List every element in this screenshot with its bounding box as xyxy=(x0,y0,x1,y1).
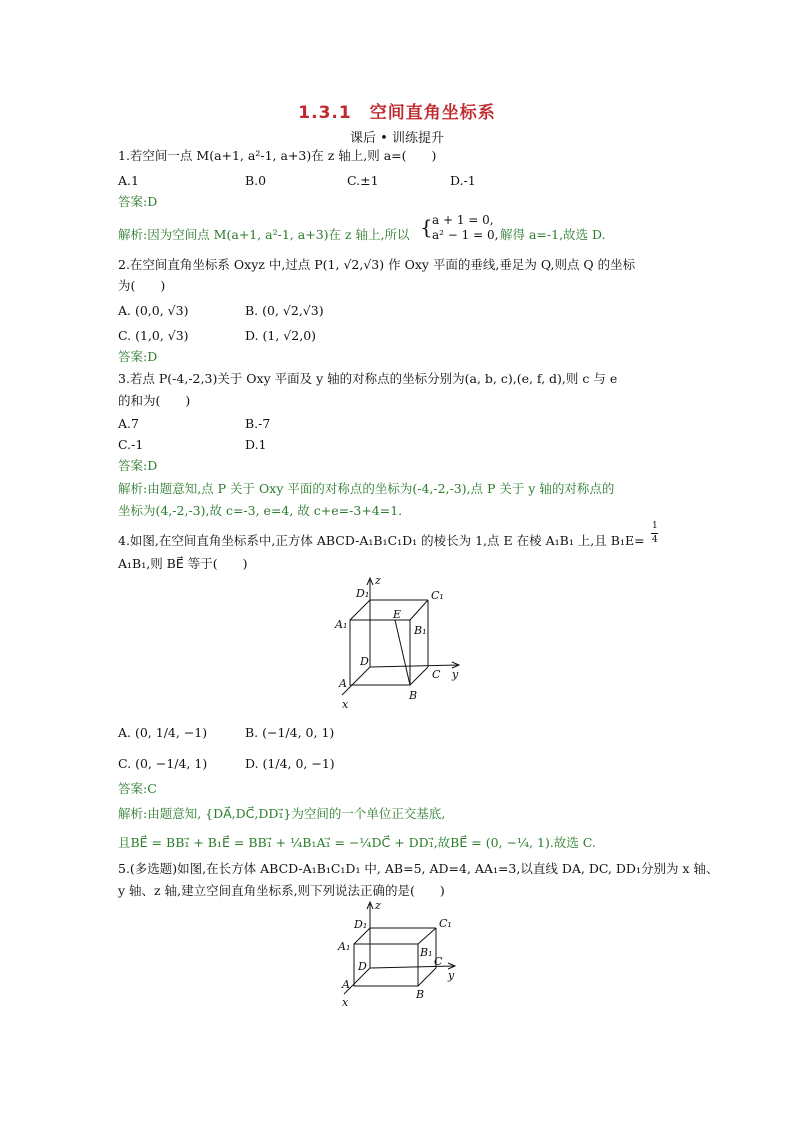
q1-stem: 1.若空间一点 M(a+1, a²-1, a+3)在 z 轴上,则 a=( ) xyxy=(118,148,437,163)
q4-label-b: B xyxy=(409,689,418,702)
q4-label-b1: B₁ xyxy=(414,624,427,637)
q4-label-a1: A₁ xyxy=(335,618,348,631)
q4-frac-num: 1 xyxy=(652,521,658,531)
q4-stem-line2: A₁B₁,则 BE⃗ 等于( ) xyxy=(118,556,248,571)
q4-label-y: y xyxy=(452,668,459,681)
q4-option-d: D. (1/4, 0, −1) xyxy=(245,756,335,771)
q1-answer: 答案:D xyxy=(118,194,158,209)
q3-explain-line1: 解析:由题意知,点 P 关于 Oxy 平面的对称点的坐标为(-4,-2,-3),点 P 关于 y 轴的对称点的 xyxy=(118,481,615,496)
q3-explain-line2: 坐标为(4,-2,-3),故 c=-3, e=4, 故 c+e=-3+4=1. xyxy=(118,503,403,518)
q2-option-a: A. (0,0, √3) xyxy=(118,303,189,318)
q5-stem-line2: y 轴、z 轴,建立空间直角坐标系,则下列说法正确的是( ) xyxy=(118,883,445,898)
q4-option-b: B. (−1/4, 0, 1) xyxy=(245,725,335,740)
q5-label-y: y xyxy=(448,969,455,982)
q1-explain-b: 解得 a=-1,故选 D. xyxy=(500,227,606,242)
q3-option-a: A.7 xyxy=(118,416,139,431)
q4-edge-cb xyxy=(410,667,428,685)
q2-stem-line2: 为( ) xyxy=(118,278,166,293)
q4-answer: 答案:C xyxy=(118,781,157,796)
q3-stem-line1: 3.若点 P(-4,-2,3)关于 Oxy 平面及 y 轴的对称点的坐标分别为(a, b, c),(e, f, d),则 c 与 e xyxy=(118,371,618,386)
page-title: 1.3.1 空间直角坐标系 xyxy=(298,103,496,123)
q2-option-d: D. (1, √2,0) xyxy=(245,328,317,343)
q4-cube-figure xyxy=(330,572,470,712)
q1-option-d: D.-1 xyxy=(450,173,476,188)
q3-option-b: B.-7 xyxy=(245,416,271,431)
q5-label-x: x xyxy=(342,996,349,1009)
q1-system-brace: { xyxy=(420,215,433,239)
q5-label-d: D xyxy=(358,960,367,973)
q4-edge-c1b1 xyxy=(410,600,428,620)
q1-option-c: C.±1 xyxy=(347,173,379,188)
q5-label-b1: B₁ xyxy=(420,946,433,959)
q2-stem-line1: 2.在空间直角坐标系 Oxyz 中,过点 P(1, √2,√3) 作 Oxy 平面的垂线,垂足为 Q,则点 Q 的坐标 xyxy=(118,257,636,272)
q1-option-a: A.1 xyxy=(118,173,139,188)
q4-label-z: z xyxy=(375,574,381,587)
q3-option-c: C.-1 xyxy=(118,437,144,452)
q4-label-x: x xyxy=(342,698,349,711)
q5-label-a: A xyxy=(342,978,350,991)
q5-label-a1: A₁ xyxy=(338,940,351,953)
q5-label-c1: C₁ xyxy=(439,917,452,930)
q3-stem-line2: 的和为( ) xyxy=(118,393,191,408)
q5-edge-c1b1 xyxy=(418,928,436,944)
q4-label-d1: D₁ xyxy=(356,587,370,600)
q3-option-d: D.1 xyxy=(245,437,267,452)
q4-edge-d1a1 xyxy=(350,600,370,620)
q5-edge-cb xyxy=(418,968,436,986)
q1-system-eq1: a + 1 = 0, xyxy=(432,213,494,227)
q4-label-c1: C₁ xyxy=(431,589,444,602)
q4-frac-bar xyxy=(651,533,658,534)
q4-option-a: A. (0, 1/4, −1) xyxy=(118,725,208,740)
q5-label-z: z xyxy=(375,899,381,912)
q5-label-b: B xyxy=(416,988,425,1001)
q4-segment-be xyxy=(395,620,410,685)
page-subtitle: 课后 • 训练提升 xyxy=(350,131,444,146)
q1-option-b: B.0 xyxy=(245,173,267,188)
q2-answer: 答案:D xyxy=(118,349,158,364)
q4-label-e: E xyxy=(393,608,402,621)
q1-explain-a: 解析:因为空间点 M(a+1, a²-1, a+3)在 z 轴上,所以 xyxy=(118,227,410,242)
q2-option-b: B. (0, √2,√3) xyxy=(245,303,324,318)
q4-label-a: A xyxy=(339,677,347,690)
q4-label-d: D xyxy=(360,655,369,668)
q4-stem-line1: 4.如图,在空间直角坐标系中,正方体 ABCD-A₁B₁C₁D₁ 的棱长为 1,点 E 在棱 A₁B₁ 上,且 B₁E= xyxy=(118,533,645,548)
q4-explain-line2: 且BE⃗ = BB₁⃗ + B₁E⃗ = BB₁⃗ + ¼B₁A₁⃗ = −¼DC⃗ + DD₁⃗,故BE⃗ = (0, −¼, 1).故选 C. xyxy=(118,835,596,850)
q3-answer: 答案:D xyxy=(118,458,158,473)
q1-system-eq2: a² − 1 = 0, xyxy=(432,228,499,242)
q5-stem-line1: 5.(多选题)如图,在长方体 ABCD-A₁B₁C₁D₁ 中, AB=5, AD=4, AA₁=3,以直线 DA, DC, DD₁分别为 x 轴、 xyxy=(118,861,719,876)
q4-front-face xyxy=(350,620,410,685)
q2-option-c: C. (1,0, √3) xyxy=(118,328,189,343)
q4-option-c: C. (0, −1/4, 1) xyxy=(118,756,208,771)
q4-frac-den: 4 xyxy=(652,535,658,545)
q5-cuboid-figure xyxy=(330,898,470,1010)
q5-label-c: C xyxy=(434,955,443,968)
q5-label-d1: D₁ xyxy=(354,918,368,931)
q4-label-c: C xyxy=(432,668,441,681)
q4-y-axis xyxy=(370,665,458,667)
q4-explain-line1: 解析:由题意知, {DA⃗,DC⃗,DD₁⃗}为空间的一个单位正交基底, xyxy=(118,806,446,821)
